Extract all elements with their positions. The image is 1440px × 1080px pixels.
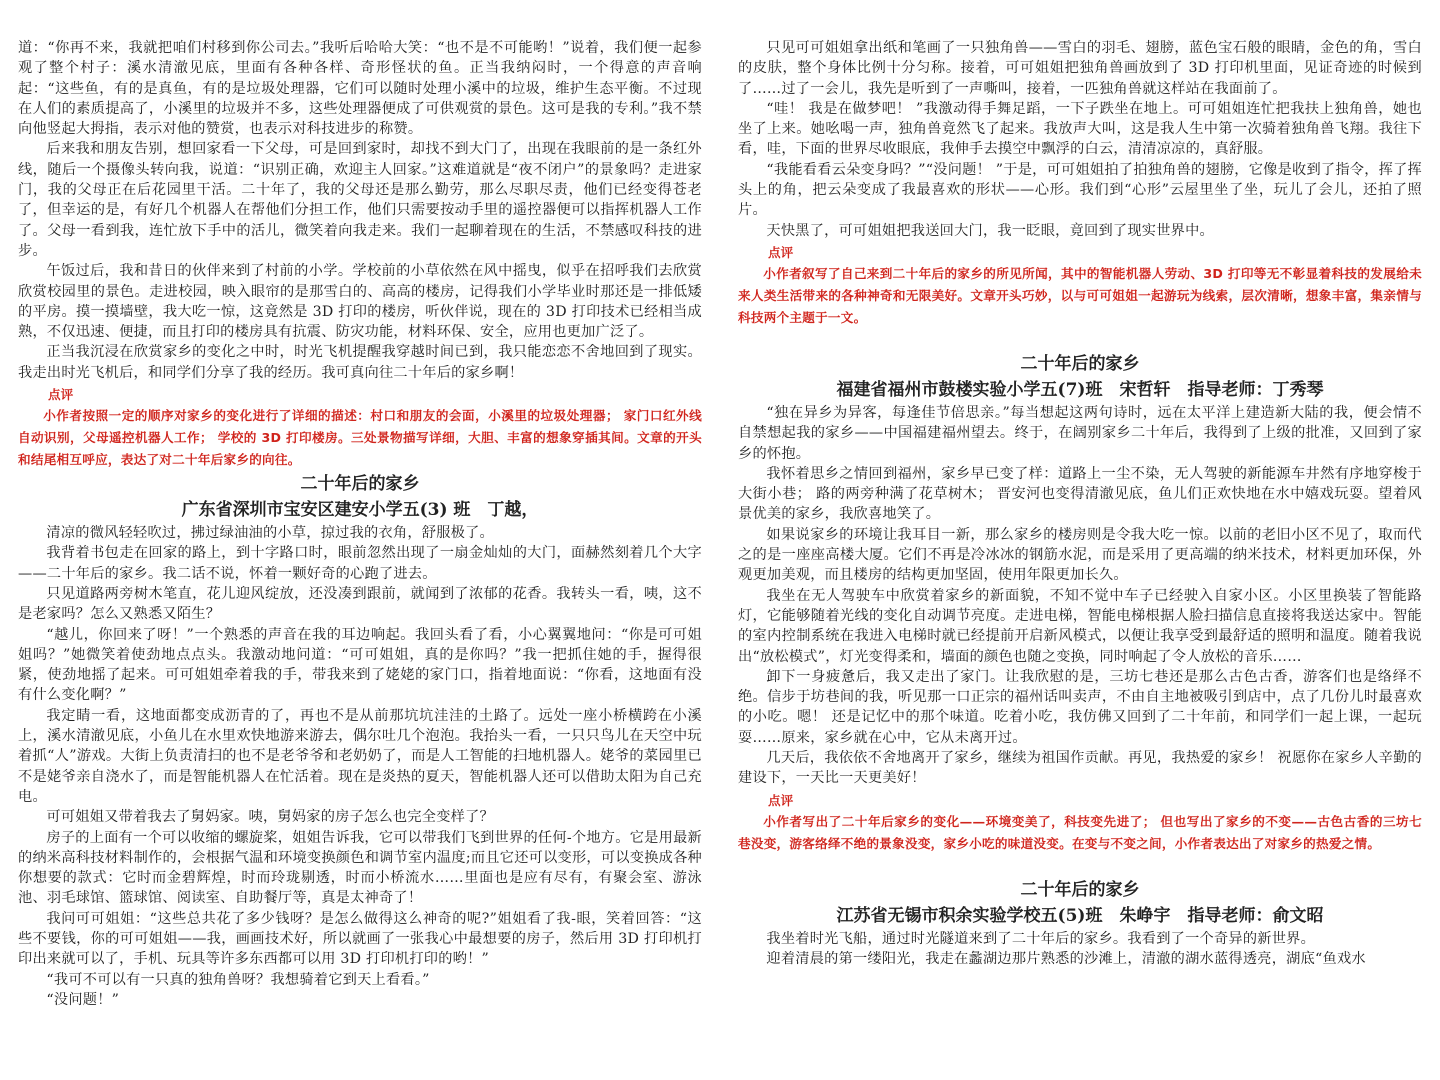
paragraph: 可可姐姐又带着我去了舅妈家。咦，舅妈家的房子怎么也完全变样了？ bbox=[46, 809, 494, 826]
paragraph: 我背着书包走在回家的路上，到十字路口时，眼前忽然出现了一扇金灿灿的大门，面赫然刻着几个大字——二十年后的家乡。我二话不说，怀着一颗好奇的心跑了进去。 bbox=[18, 545, 702, 582]
paragraph: “没问题！” bbox=[46, 991, 120, 1008]
paragraph: 房子的上面有一个可以收缩的螺旋桨，姐姐告诉我，它可以带我们飞到世界的任何-个地方。它是用最新的纳米高科技材料制作的，会根据气温和环境变换颜色和调节室内温度;而且它还可以变形，可以变换成各种你想要的款式：它时而金碧辉煌，时而玲珑剔透，时而小桥流水……里面也是应有尽有，有聚会室、游泳池、羽毛球馆、篮球馆、阅读室、自助餐厅等，真是太神奇了！ bbox=[18, 829, 702, 907]
left-column bbox=[18, 38, 702, 1010]
review-block bbox=[738, 243, 1422, 329]
essay-1-continuation bbox=[18, 38, 702, 383]
review-block bbox=[738, 791, 1422, 855]
essay-byline: 广东省深圳市宝安区建安小学五(3) 班 丁越， bbox=[181, 500, 539, 521]
paragraph: 我问可可姐姐：“这些总共花了多少钱呀？是怎么做得这么神奇的呢?”姐姐看了我-眼，笑着回答：“这些不要钱，你的可可姐姐——我，画画技术好，所以就画了一张我心中最想要的房子，然后用 3D 打印机打印出来就可以了，手机、玩具等许多东西都可以用 3D 打印机打印的哟！” bbox=[18, 910, 702, 968]
paragraph: 后来我和朋友告别，想回家看一下父母，可是回到家时，却找不到大门了，出现在我眼前的是一条红外线，随后一个摄像头转向我，说道：“识别正确，欢迎主人回家。”这难道就是“夜不闭户”的景象吗？走进家门，我的父母正在后花园里干活。二十年了，我的父母还是那么勤劳，那么尽职尽责，他们已经变得苍老了，但幸运的是，有好几个机器人在帮他们分担工作，他们只需要按动手里的遥控器便可以指挥机器人工作了。父母一看到我，连忙放下手中的活儿，微笑着向我走来。我们一起聊着现在的生活，不禁感叹科技的进步。 bbox=[18, 141, 702, 259]
essay-title: 二十年后的家乡 bbox=[300, 474, 420, 495]
paragraph: “我可不可以有一只真的独角兽呀？我想骑着它到天上看看。” bbox=[46, 971, 430, 988]
review-text: 小作者叙写了自己来到二十年后的家乡的所见所闻，其中的智能机器人劳动、3D 打印等无不彰显着科技的发展给未来人类生活带来的各种神奇和无限美好。文章开头巧妙，以与可可姐姐一起游玩为线索，层次清晰，想象丰富，集亲情与科技两个主题于一文。 bbox=[738, 265, 1422, 325]
paragraph: 我定睛一看，这地面都变成沥青的了，再也不是从前那坑坑洼洼的土路了。远处一座小桥横跨在小溪上，溪水清澈见底，小鱼儿在水里欢快地游来游去，偶尔吐几个泡泡。我抬头一看，一只只鸟儿在天空中玩着抓“人”游戏。大街上负责清扫的也不是老爷爷和老奶奶了，而是人工智能的扫地机器人。姥爷的菜园里已不是姥爷亲自浇水了，而是智能机器人在忙活着。现在是炎热的夏天，智能机器人还可以借助太阳为自己充电。 bbox=[18, 707, 702, 805]
paragraph: “独在异乡为异客，每逢佳节倍思亲。”每当想起这两句诗时，远在太平洋上建造新大陆的我，便会情不自禁想起我的家乡——中国福建福州望去。终于，在阔别家乡二十年后，我得到了上级的批准，又回到了家乡的怀抱。 bbox=[738, 404, 1422, 462]
paragraph: 如果说家乡的环境让我耳目一新，那么家乡的楼房则是令我大吃一惊。以前的老旧小区不见了，取而代之的是一座座高楼大厦。它们不再是冷冰冰的钢筋水泥，而是采用了更高端的纳米技术，材料更加环保，外观更加美观，而且楼房的结构更加坚固，使用年限更加长久。 bbox=[738, 526, 1422, 584]
review-block bbox=[18, 385, 702, 471]
paragraph: 午饭过后，我和昔日的伙伴来到了村前的小学。学校前的小草依然在风中摇曳，似乎在招呼我们去欣赏欣赏校园里的景色。走进校园，映入眼帘的是那雪白的、高高的楼房，记得我们小学毕业时那还是一排低矮的平房。摸一摸墙壁，我大吃一惊，这竟然是 3D 打印的楼房，听伙伴说，现在的 3D 打印技术已经相当成熟，不仅迅速、便捷，而且打印的楼房具有抗震、防灾功能，材料环保、安全，应用也更加广泛了。 bbox=[18, 263, 702, 341]
spacer bbox=[738, 329, 1422, 351]
paragraph: 我怀着思乡之情回到福州，家乡早已变了样：道路上一尘不染，无人驾驶的新能源车井然有序地穿梭于大街小巷； 路的两旁种满了花草树木； 晋安河也变得清澈见底，鱼儿们正欢快地在水中嬉戏玩耍。望着风景优美的家乡，我欣喜地笑了。 bbox=[738, 465, 1422, 523]
paragraph: 只见道路两旁树木笔直，花儿迎风绽放，还没凑到跟前，就闻到了浓郁的花香。我转头一看，咦，这不是老家吗？怎么又熟悉又陌生？ bbox=[18, 585, 702, 623]
review-text: 小作者按照一定的顺序对家乡的变化进行了详细的描述：村口和朋友的会面，小溪里的垃圾处理器； 家门口红外线自动识别，父母遥控机器人工作； 学校的 3D 打印楼房。三处景物描写详细，大胆、丰富的想象穿插其间。文章的开头和结尾相互呼应，表达了对二十年后家乡的向往。 bbox=[18, 408, 702, 468]
paragraph: “越儿，你回来了呀！”一个熟悉的声音在我的耳边响起。我回头看了看，小心翼翼地问：“你是可可姐姐吗？”她微笑着使劲地点点头。我激动地问道：“可可姐姐，真的是你吗？”我一把抓住她的手，握得很紧，使劲地摇了起来。可可姐姐牵着我的手，带我来到了姥姥的家门口，指着地面说：“你看，这地面有没有什么变化啊？” bbox=[18, 626, 702, 704]
review-label: 点评 bbox=[48, 387, 74, 403]
essay-byline: 江苏省无锡市积余实验学校五(5)班 朱峥宇 指导老师：俞文昭 bbox=[836, 905, 1324, 926]
paragraph: “我能看看云朵变身吗？”“没问题！ ”于是，可可姐姐拍了拍独角兽的翅膀，它像是收到了指令，挥了挥头上的角，把云朵变成了我最喜欢的形状——心形。我们到“心形”云屋里坐了坐，玩儿了会儿，还拍了照片。 bbox=[738, 161, 1422, 219]
paragraph: 迎着清晨的第一缕阳光，我走在蠡湖边那片熟悉的沙滩上，清澈的湖水蓝得透亮，湖底“鱼戏水 bbox=[766, 950, 1366, 967]
essay-2-continuation bbox=[738, 38, 1422, 241]
essay-title: 二十年后的家乡 bbox=[1020, 353, 1140, 374]
essay-2 bbox=[18, 471, 702, 1010]
essay-title: 二十年后的家乡 bbox=[1020, 879, 1140, 900]
essay-3 bbox=[738, 351, 1422, 789]
paragraph: 清凉的微风轻轻吹过，拂过绿油油的小草，掠过我的衣角，舒服极了。 bbox=[46, 525, 494, 542]
essay-byline: 福建省福州市鼓楼实验小学五(7)班 宋哲轩 指导老师：丁秀琴 bbox=[836, 379, 1324, 400]
review-text: 小作者写出了二十年后家乡的变化——环境变美了，科技变先进了； 但也写出了家乡的不变——古色古香的三坊七巷没变，游客络绎不绝的景象没变，家乡小吃的味道没变。在变与不变之间，小作者表达出了对家乡的热爱之情。 bbox=[738, 813, 1422, 851]
paragraph: 天快黑了，可可姐姐把我送回大门，我一眨眼，竟回到了现实世界中。 bbox=[766, 222, 1214, 239]
paragraph: 正当我沉浸在欣赏家乡的变化之中时，时光飞机提醒我穿越时间已到，我只能恋恋不舍地回到了现实。我走出时光飞机后，和同学们分享了我的经历。我可真向往二十年后的家乡啊！ bbox=[18, 344, 702, 381]
paragraph: 我坐在无人驾驶车中欣赏着家乡的新面貌，不知不觉中车子已经驶入自家小区。小区里换装了智能路灯，它能够随着光线的变化自动调节亮度。走进电梯，智能电梯根据人脸扫描信息直接将我送达家中。智能的室内控制系统在我进入电梯时就已经提前开启新风模式，以便让我享受到最舒适的照明和温度。随着我说出“放松模式”，灯光变得柔和，墙面的颜色也随之变换，同时响起了令人放松的音乐…… bbox=[738, 587, 1422, 665]
paragraph: 只见可可姐姐拿出纸和笔画了一只独角兽——雪白的羽毛、翅膀，蓝色宝石般的眼睛，金色的角，雪白的皮肤，整个身体比例十分匀称。接着，可可姐姐把独角兽画放到了 3D 打印机里面，见证奇迹的时候到了……过了一会儿，我先是听到了一声嘶叫，接着，一匹独角兽就这样站在我面前了。 bbox=[738, 40, 1422, 97]
paragraph: “哇！ 我是在做梦吧！ ”我激动得手舞足蹈，一下子跌坐在地上。可可姐姐连忙把我扶上独角兽，她也坐了上来。她吆喝一声，独角兽竟然飞了起来。我放声大叫，这是我人生中第一次骑着独角兽飞翔。我往下看，哇，下面的世界尽收眼底，我伸手去摸空中飘浮的白云，清清凉凉的，真舒服。 bbox=[738, 100, 1422, 158]
essay-4 bbox=[738, 877, 1422, 970]
paragraph: 道：“你再不来，我就把咱们村移到你公司去。”我听后哈哈大笑：“也不是不可能哟！”说着，我们便一起参观了整个村子：溪水清澈见底，里面有各种各样、奇形怪状的鱼。正当我纳闷时，一个得意的声音响起：“这些鱼，有的是真鱼，有的是垃圾处理器，它们可以随时处理小溪中的垃圾，维护生态平衡。不过现在人们的素质提高了，小溪里的垃圾并不多，这些处理器便成了可供观赏的景色。这可是我的专利。”我不禁向他竖起大拇指，表示对他的赞赏，也表示对科技进步的称赞。 bbox=[18, 40, 702, 138]
review-label: 点评 bbox=[768, 244, 794, 260]
paragraph: 卸下一身疲惫后，我又走出了家门。让我欣慰的是，三坊七巷还是那么古色古香，游客们也是络绎不绝。信步于坊巷间的我，听见那一口正宗的福州话叫卖声，不由自主地被吸引到店中，点了几份儿时最喜欢的小吃。嗯！ 还是记忆中的那个味道。吃着小吃，我仿佛又回到了二十年前，和同学们一起上课，一起玩耍……原来，家乡就在心中，它从未离开过。 bbox=[738, 668, 1422, 746]
right-column bbox=[738, 38, 1422, 969]
review-label: 点评 bbox=[768, 792, 794, 808]
spacer bbox=[738, 855, 1422, 877]
paragraph: 我坐着时光飞船，通过时光隧道来到了二十年后的家乡。我看到了一个奇异的新世界。 bbox=[766, 930, 1316, 947]
paragraph: 几天后，我依依不舍地离开了家乡，继续为祖国作贡献。再见，我热爱的家乡！ 祝愿你在家乡人辛勤的建设下，一天比一天更美好！ bbox=[738, 750, 1422, 787]
